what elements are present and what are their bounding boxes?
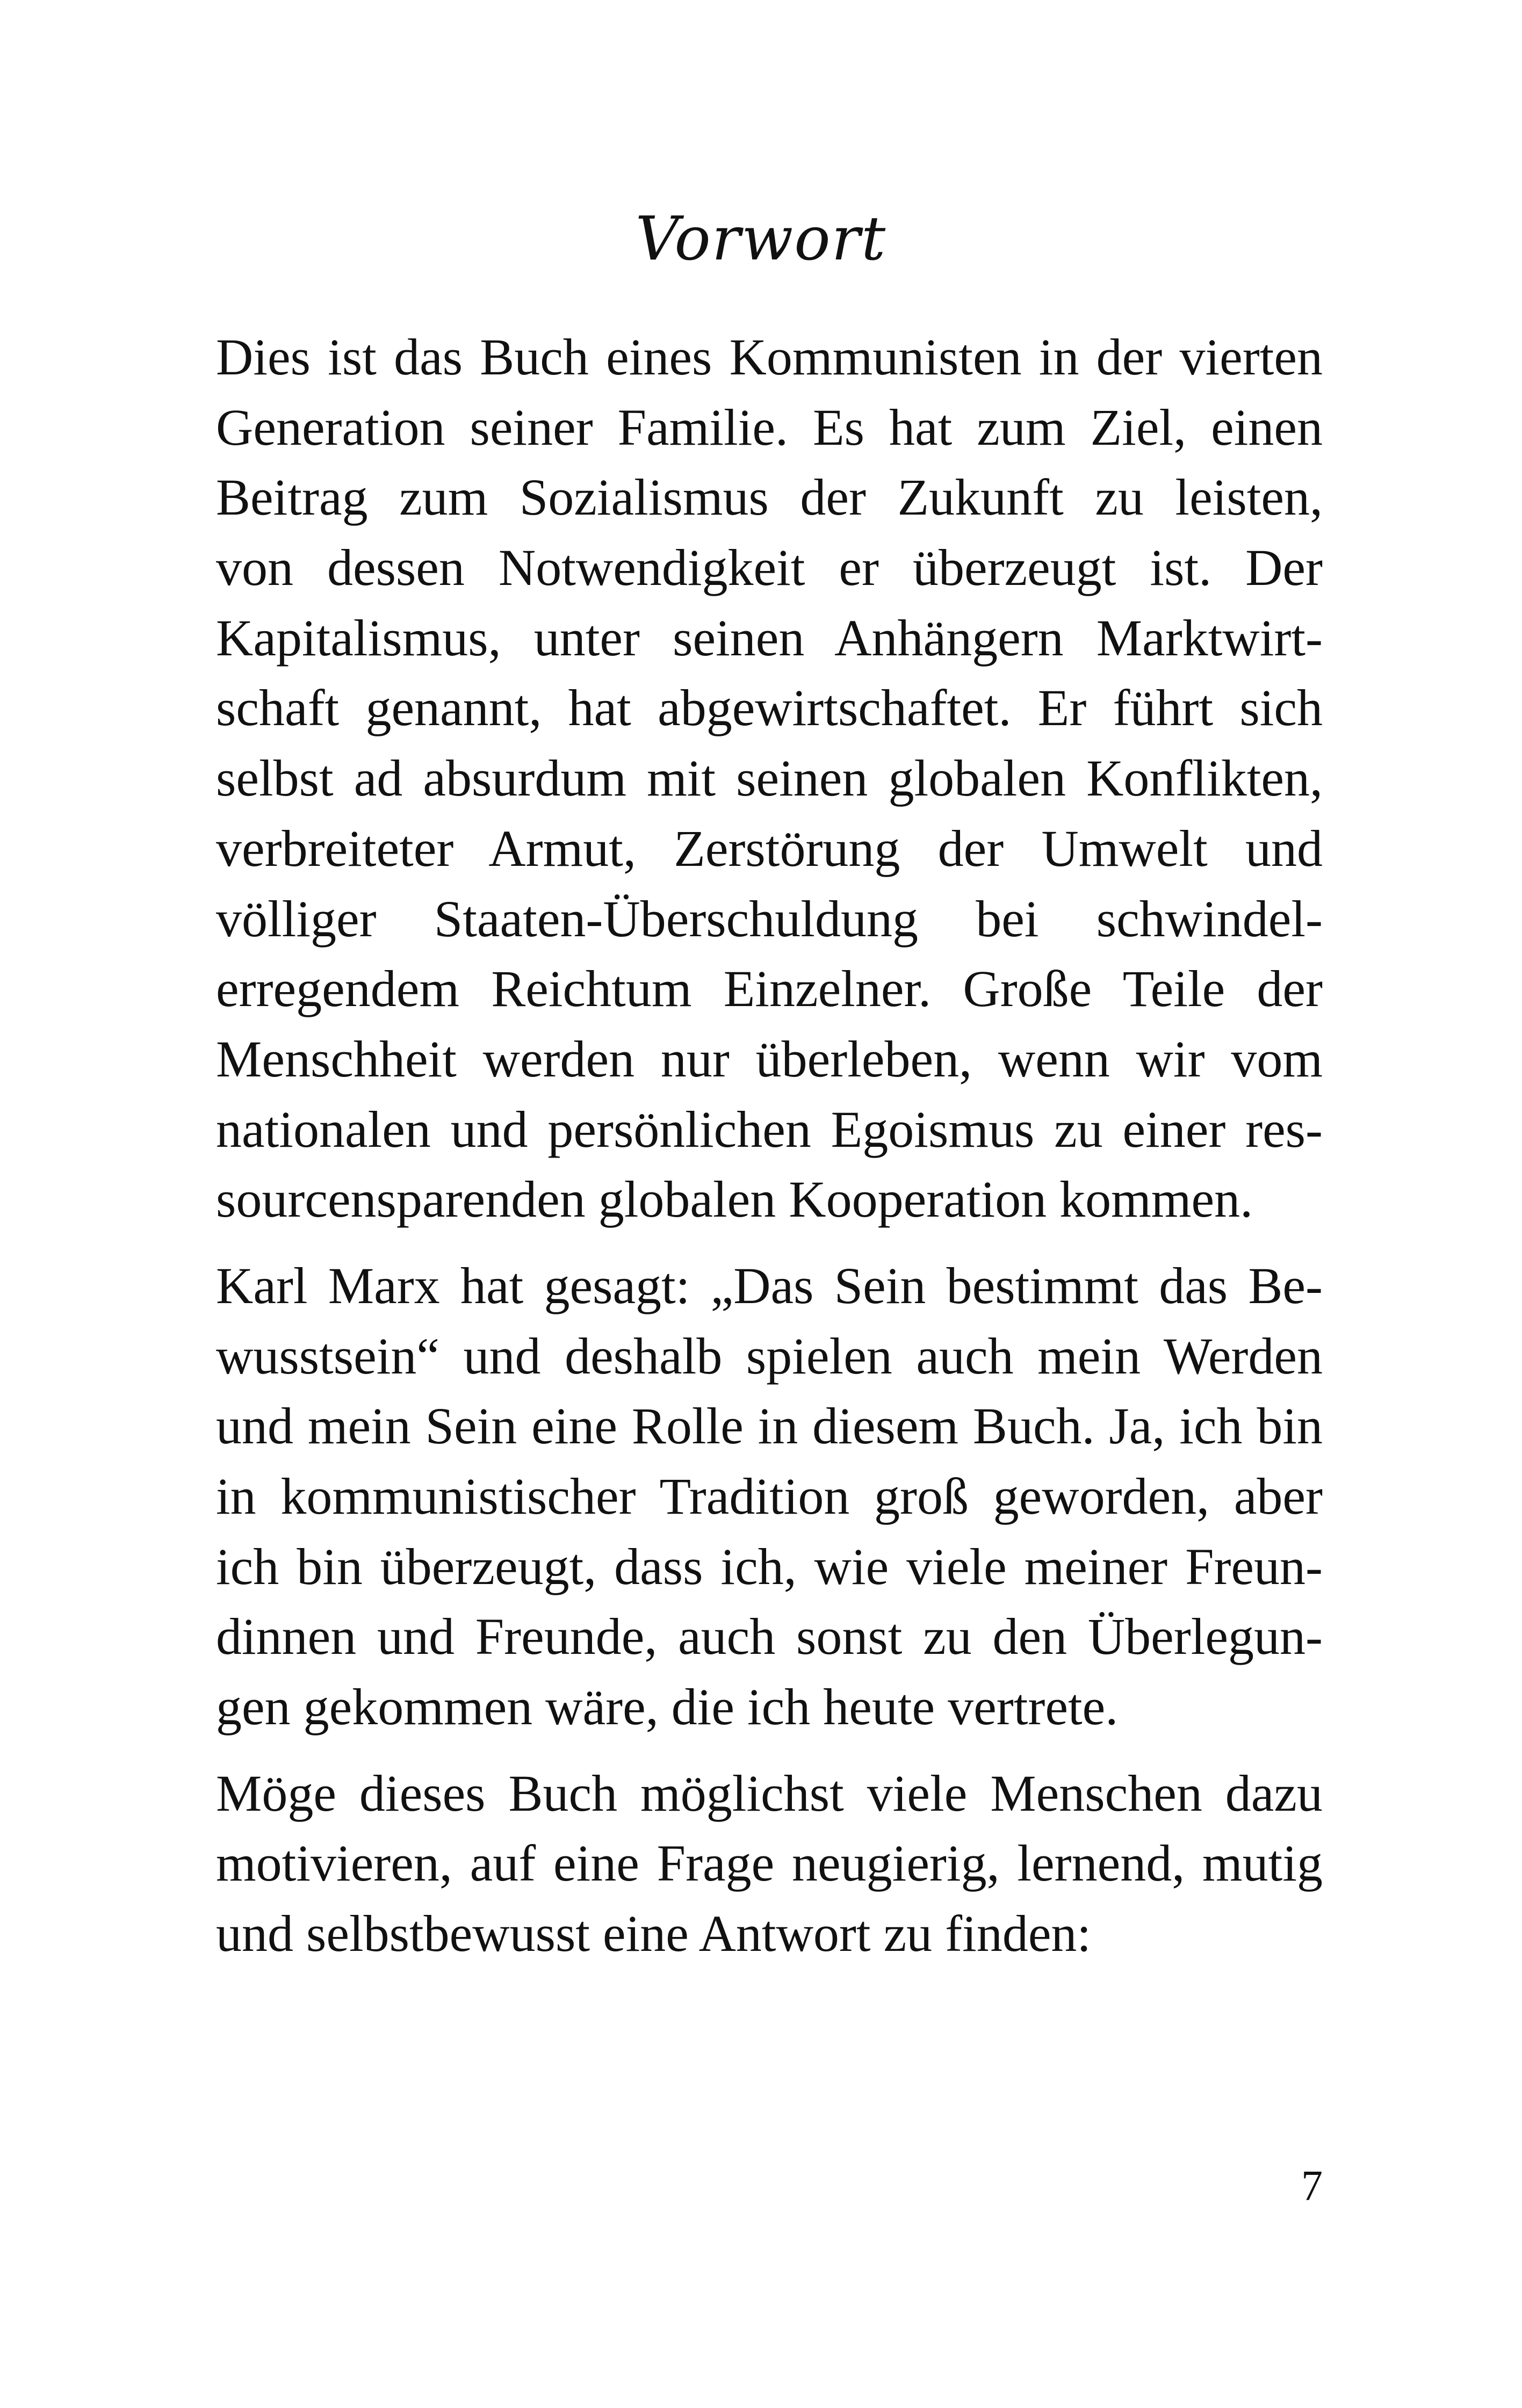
text-line: Generation seiner Familie. Es hat zum Ziel, einen: [216, 398, 1323, 456]
chapter-body: [216, 322, 1323, 1985]
text-line: von dessen Notwendigkeit er überzeugt ist. Der: [216, 539, 1323, 597]
paragraph-2: [216, 1251, 1323, 1742]
text-line: nationalen und persönlichen Egoismus zu einer res-: [216, 1100, 1323, 1158]
text-line: erregendem Reichtum Einzelner. Große Teile der: [216, 960, 1323, 1018]
text-line: verbreiteter Armut, Zerstörung der Umwelt und: [216, 819, 1323, 877]
text-line: wusstsein“ und deshalb spielen auch mein Werden: [216, 1327, 1323, 1385]
text-line: schaft genannt, hat abgewirtschaftet. Er führt sich: [216, 679, 1323, 737]
text-line: ich bin überzeugt, dass ich, wie viele meiner Freun-: [216, 1537, 1323, 1595]
page-number: 7: [1301, 2163, 1323, 2210]
text-line: und mein Sein eine Rolle in diesem Buch. Ja, ich bin: [216, 1397, 1323, 1455]
paragraph-3: [216, 1759, 1323, 1969]
text-line: Beitrag zum Sozialismus der Zukunft zu leisten,: [216, 468, 1323, 526]
text-line: dinnen und Freunde, auch sonst zu den Überlegun-: [216, 1608, 1323, 1666]
text-line: Menschheit werden nur überleben, wenn wir vom: [216, 1030, 1323, 1088]
text-line: sourcensparenden globalen Kooperation kommen.: [216, 1170, 1253, 1228]
chapter-title: Vorwort: [635, 204, 887, 274]
text-line: in kommunistischer Tradition groß geworden, aber: [216, 1467, 1323, 1525]
text-line: Karl Marx hat gesagt: „Das Sein bestimmt das Be-: [216, 1256, 1323, 1314]
text-line: selbst ad absurdum mit seinen globalen Konflikten,: [216, 749, 1323, 807]
text-line: Kapitalismus, unter seinen Anhängern Marktwirt-: [216, 609, 1323, 667]
text-line: gen gekommen wäre, die ich heute vertrete.: [216, 1678, 1119, 1736]
text-line: motivieren, auf eine Frage neugierig, lernend, mutig: [216, 1834, 1323, 1892]
paragraph-1: [216, 322, 1323, 1235]
text-line: Möge dieses Buch möglichst viele Menschen dazu: [216, 1764, 1323, 1822]
text-line: völliger Staaten-Überschuldung bei schwindel-: [216, 890, 1323, 948]
text-line: Dies ist das Buch eines Kommunisten in der vierten: [216, 328, 1323, 386]
text-line: und selbstbewusst eine Antwort zu finden:: [216, 1905, 1092, 1963]
